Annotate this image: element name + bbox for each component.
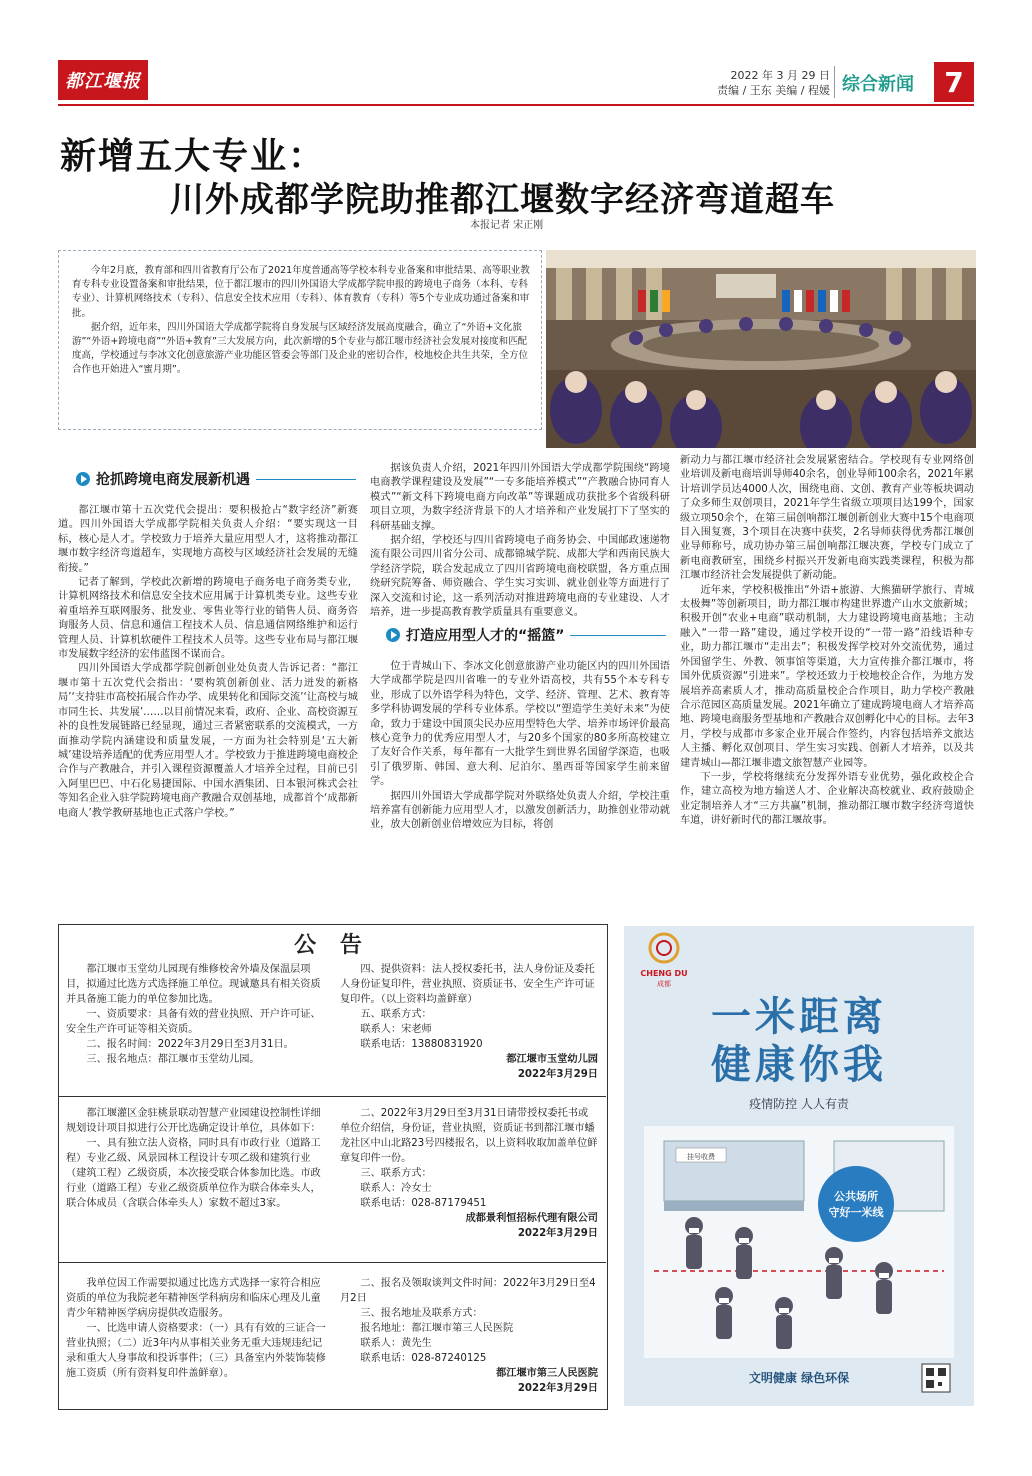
article-paragraph: 新动力与都江堰市经济社会发展紧密结合。学校现有专业网络创业培训及新电商培训导师40余名，创业导师100余名，2021年累计培训学员达4000人次，围绕电商、文创、教育产业等板块调动了众多师生双创项目，2021年学生省级立项项目达199个，国家级立项50余个，在第三届创响都江堰创新创业大赛中15个电商项目入围复赛，3个项目在决赛中获奖，2名导师获得优秀都江堰创业导师称号，成功协办第三届创响都江堰决赛，学校专门成立了新电商教研室，围绕乡村振兴开发新电商实践类课程，积极为都江堰市经济社会发展提供了新动能。 — [680, 455, 974, 582]
editors-credit: 责编 / 王东 美编 / 程媛 — [717, 84, 830, 97]
bullet-arrow-icon — [386, 628, 400, 642]
notice-3-left — [66, 1276, 330, 1381]
notice-divider — [58, 1262, 606, 1263]
article-column-2-bottom — [370, 660, 670, 833]
article-column-3 — [680, 454, 974, 829]
notice-paragraph: 二、报名时间：2022年3月29日至3月31日。 — [86, 1039, 294, 1050]
notice-paragraph: 三、联系方式： — [360, 1168, 432, 1179]
notice-paragraph: 联系电话：028-87240125 — [360, 1353, 487, 1364]
notice-2-left — [66, 1106, 330, 1211]
article-paragraph: 据介绍，学校还与四川省跨境电子商务协会、中国邮政速递物流有限公司四川省分公司、成都锦城学院、成都大学和西南民族大学经济学院，联合发起成立了四川省跨境电商校联盟，各方重点围绕研究院筹备、师资融合、学生实习实训、就业创业等方面进行了深入交流和讨论，这一系列活动对推进跨境电商的专业建设、人才培养，进一步提高教育教学质量具有重要意义。 — [370, 535, 670, 619]
masthead-logo: 都江堰报 — [58, 60, 148, 100]
notice-2-date: 2022年3月29日 — [517, 1228, 598, 1239]
notice-title: 公 告 — [294, 932, 370, 958]
article-paragraph: 都江堰市第十五次党代会提出：要积极抢占“数字经济”新赛道。四川外国语大学成都学院相关负责人介绍：“要实现这一目标，核心是人才。学校致力于培养大量应用型人才，这将推动都江堰市数字经济弯道超车，实现地方高校与区域经济社会发展的无缝衔接。” — [58, 505, 358, 574]
notice-1-date: 2022年3月29日 — [517, 1069, 598, 1080]
lede — [72, 264, 532, 378]
notice-paragraph: 三、报名地址及联系方式： — [360, 1308, 483, 1319]
meeting-photo — [546, 250, 976, 448]
notice-3-org: 都江堰市第三人民医院 — [496, 1368, 598, 1379]
notice-paragraph: 联系人：黄先生 — [360, 1338, 432, 1349]
ad-tagline: 疫情防控 人人有责 — [749, 1097, 849, 1111]
notice-3-right — [340, 1276, 598, 1396]
notice-paragraph: 一、资质要求：具备有效的营业执照、开户许可证、安全生产许可证等相关资质。 — [66, 1009, 321, 1035]
header-divider — [834, 66, 835, 98]
subhead-1 — [76, 468, 356, 490]
notice-paragraph: 报名地址：都江堰市第三人民医院 — [360, 1323, 514, 1334]
article-paragraph: 据该负责人介绍，2021年四川外国语大学成都学院围绕“跨境电商教学课程建设及发展”“一专多能培养模式”“产教融合协同育人模式”“新文科下跨境电商方向改革”等课题成功获批多个省级科研项目立项，为数字经济背景下的人才培养和产业发展打下了坚实的科研基础支撑。 — [370, 463, 670, 532]
article-paragraph: 据四川外国语大学成都学院对外联络处负责人介绍，学校注重培养富有创新能力应用型人才，以激发创新活力，助推创业带动就业，放大创新创业倍增效应为目标，将创 — [370, 790, 670, 831]
notice-2-org: 成都景利恒招标代理有限公司 — [465, 1213, 598, 1224]
notice-paragraph: 二、报名及领取谈判文件时间：2022年3月29日至4月2日 — [340, 1278, 596, 1304]
article-paragraph: 位于青城山下、李冰文化创意旅游产业功能区内的四川外国语大学成都学院是四川省唯一的专业外语高校，共有55个本专科专业，形成了以外语学科为特色，文学、经济、管理、艺术、教育等多学科协调发展的学科专业体系。学校以“塑造学生美好未来”为使命，致力于建设中国顶尖民办应用型特色大学、培养市场评价最高核心竞争力的优秀应用型人才，与20多个国家的80多所高校建立了友好合作关系，每年都有一大批学生到世界名国留学深造，也吸引了俄罗斯、韩国、意大利、尼泊尔、墨西哥等国家学生前来留学。 — [370, 661, 670, 788]
public-health-ad — [624, 926, 974, 1406]
ad-slogan-2: 健康你我 — [711, 1042, 887, 1088]
notice-paragraph: 联系电话：028-87179451 — [360, 1198, 487, 1209]
issue-date: 2022 年 3 月 29 日 — [730, 69, 830, 82]
notice-paragraph: 二、2022年3月29日至3月31日请带授权委托书或单位介绍信，身份证，营业执照，资质证书到都江堰市蟠龙社区中山北路23号四楼报名，以上资料收取加盖单位鲜章复印件一份。 — [340, 1108, 598, 1164]
ad-bubble-line1: 公共场所 — [834, 1190, 878, 1203]
notice-3-date: 2022年3月29日 — [517, 1383, 598, 1394]
notice-1-left — [66, 962, 330, 1067]
subhead-2-text: 打造应用型人才的“摇篮” — [406, 628, 565, 644]
header-meta — [712, 68, 830, 98]
notice-paragraph: 联系人：宋老师 — [360, 1024, 432, 1035]
ad-window-sign: 挂号收费 — [687, 1153, 715, 1161]
header-rule — [58, 104, 974, 106]
article-paragraph: 下一步，学校将继续充分发挥外语专业优势，强化政校企合作，建立高校为地方输送人才、企业解决高校就业、政府鼓励企业定制培养人才“三方共赢”机制，推动都江堰市数字经济弯道快车道，讲好新时代的都江堰故事。 — [680, 771, 974, 827]
notice-paragraph: 都江堰市玉堂幼儿园现有维修校舍外墙及保温层项目，拟通过比选方式选择施工单位。现诚邀具有相关资质并具备施工能力的单位参加比选。 — [66, 964, 321, 1005]
notice-1-right — [340, 962, 598, 1082]
ad-logo-sub: 成都 — [657, 980, 671, 988]
notice-paragraph: 三、报名地点：都江堰市玉堂幼儿园。 — [86, 1054, 260, 1065]
ad-footer: 文明健康 绿色环保 — [748, 1371, 850, 1385]
subhead-rule — [256, 479, 356, 480]
notice-paragraph: 都江堰灌区金驻桃景联动智慧产业园建设控制性详细规划设计项目拟进行公开比选确定设计单位，具体如下： — [66, 1108, 321, 1134]
chengdu-logo-icon — [650, 934, 678, 962]
notice-paragraph: 联系电话：13880831920 — [360, 1039, 483, 1050]
article-paragraph: 近年来，学校积极推出“外语+旅游、大熊猫研学旅行、青城太极舞”等创新项目，助力都江堰市构建世界遗产山水文旅新城；积极开创“农业+电商”联动机制，大力建设跨境电商基地；主动融入“一带一路”建设，通过学校开设的“一带一路”沿线语种专业，助力都江堰市“走出去”；积极发挥学校对外交流优势，通过外国留学生、外教、领事馆等渠道，大力宣传推介都江堰市，将国外优质资源“引进来”。学校还致力于校地校企合作，为地方发展培养高素质人才，推动高质量校企合作项目，助力学校产教融合示范园区高质量发展。2021年确立了建成跨境电商人才培养高地、跨境电商服务型基地和产教融合双创孵化中心的目标。去年3月，学校与成都市多家企业开展合作签约，内容包括培养文旅达人主播、孵化双创项目、学生实习实践、创新人才培养，以及共建青城山—都江堰非遗文旅智慧产业园等。 — [680, 584, 974, 769]
notice-2-right — [340, 1106, 598, 1241]
notice-paragraph: 一、具有独立法人资格，同时具有市政行业（道路工程）专业乙级、风景园林工程设计专项乙级和建筑行业（建筑工程）乙级资质，本次接受联合体参加比选。市政行业（道路工程）专业乙级资质单位作为联合体牵头人，联合体成员（含联合体牵头人）家数不超过3家。 — [66, 1138, 321, 1209]
headline-line2: 川外成都学院助推都江堰数字经济弯道超车 — [170, 180, 835, 220]
ad-illustration — [624, 926, 974, 1406]
notice-paragraph: 四、提供资料：法人授权委托书，法人身份证及委托人身份证复印件，营业执照、资质证书、安全生产许可证复印件。（以上资料均盖鲜章） — [340, 964, 595, 1005]
article-paragraph: 记者了解到，学校此次新增的跨境电子商务电子商务类专业，计算机网络技术和信息安全技术应用属于计算机类专业。这些专业着重培养互联网服务、批发业、零售业等行业的销售人员、商务咨询服务人员、信息和通信工程技术人员、信息通信网络维护和运行管理人员、计算机软硬件工程技术人员等。这些专业布局与都江堰市发展数字经济的宏伟蓝图不谋而合。 — [58, 577, 358, 661]
notice-paragraph: 我单位因工作需要拟通过比选方式选择一家符合相应资质的单位为我院老年精神医学科病房和临床心理及儿童青少年精神医学病房提供改造服务。 — [66, 1278, 321, 1319]
notice-paragraph: 五、联系方式： — [360, 1009, 432, 1020]
article-paragraph: 四川外国语大学成都学院创新创业处负责人告诉记者：“都江堰市第十五次党代会指出：‘要构筑创新创业、活力迸发的新格局’‘支持驻市高校拓展合作办学、成果转化和国际交流’‘让高校与城市同生长、共发展’……以目前情况来看，政府、企业、高校资源互补的良性发展链路已经显现，通过三者紧密联系的交流模式，一方面推动学院内涵建设和质量发展，一方面为社会特别是‘五大新城’建设培养适配的优秀应用型人才。学校致力于推进跨境电商校企合作与产教融合，并引入课程资源覆盖人才培养全过程，目前已引入阿里巴巴、中石化易捷国际、中国水酒集团、日本银河株式会社等知名企业入驻学院跨境电商产教融合双创基地，成都首个‘成都新电商人’教学教研基地也正式落户学校。” — [58, 663, 358, 819]
ad-slogan-1: 一米距离 — [711, 994, 887, 1040]
bullet-arrow-icon — [76, 472, 90, 486]
subhead-1-text: 抢抓跨境电商发展新机遇 — [96, 472, 250, 488]
lede-paragraph: 据介绍，近年来，四川外国语大学成都学院将自身发展与区域经济发展高度融合，确立了“外语+文化旅游”“外语+跨境电商”“外语+教育”三大发展方向，此次新增的5个专业与都江堰市经济社会发展对接度和匹配度高，学校通过与李冰文化创意旅游产业功能区管委会等部门及企业的密切合作，校地校企共生共荣，全方位合作也开始进入“蜜月期”。 — [72, 321, 529, 376]
article-column-1 — [58, 504, 358, 821]
meeting-photo-drawing — [546, 250, 976, 448]
lede-paragraph: 今年2月底，教育部和四川省教育厅公布了2021年度普通高等学校本科专业备案和审批结果、高等职业教育专科专业设置备案和审批结果，位于都江堰市的四川外国语大学成都学院申报的跨境电子商务（本科、专科专业）、计算机网络技术（专科）、信息安全技术应用（专科）、体育教育（专科）等5个专业成功通过备案和审批。 — [72, 265, 530, 319]
notice-1-org: 都江堰市玉堂幼儿园 — [506, 1054, 598, 1065]
headline-line1: 新增五大专业： — [60, 135, 327, 177]
byline: 本报记者 宋正刚 — [470, 220, 544, 231]
subhead-2 — [386, 624, 666, 646]
ad-bubble-line2: 守好一米线 — [828, 1206, 884, 1219]
section-name: 综合新闻 — [842, 74, 914, 95]
ad-logo-text: CHENG DU — [640, 969, 688, 978]
notice-paragraph: 一、比选申请人资格要求：（一）具有有效的三证合一营业执照；（二）近3年内从事相关业务无重大违规违纪记录和重大人身事故和投诉事件；（三）具备室内外装饰装修施工资质（所有资料复印件盖鲜章）。 — [66, 1323, 326, 1379]
article-column-2-top — [370, 462, 670, 620]
subhead-rule — [570, 635, 666, 636]
notice-paragraph: 联系人：冷女士 — [360, 1183, 432, 1194]
notice-divider — [58, 1096, 606, 1097]
page-number: 7 — [934, 62, 974, 102]
